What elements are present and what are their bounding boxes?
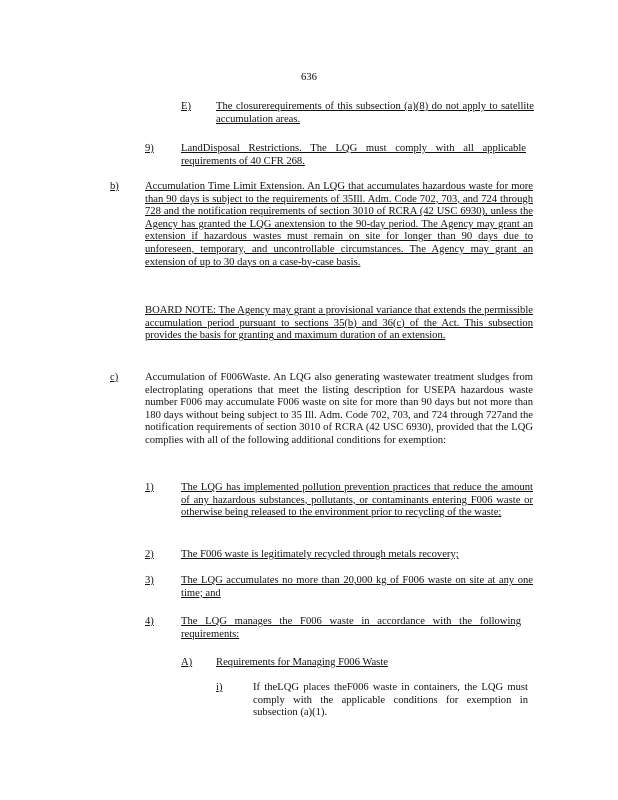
item-label: 2) (145, 549, 154, 560)
item-label: i) (216, 682, 223, 693)
item-label: 3) (145, 575, 154, 586)
item-text: LandDisposal Restrictions. The LQG must comply with all applicable requirements of 40 CFR 268. (181, 143, 526, 167)
board-note-text: BOARD NOTE: The Agency may grant a provisional variance that extends the permissible accumulation period pursuant to sections 35(b) and 36(c) of the Act. This subsection provides the basis for granting and maximum duration of an extension. (145, 305, 533, 342)
item-text: The closurerequirements of this subsection (a)(8) do not apply to satellite accumulation areas. (216, 101, 534, 125)
item-text: The F006 waste is legitimately recycled through metals recovery; (181, 549, 459, 560)
item-text: The LQG accumulates no more than 20,000 kg of F006 waste on site at any one time; and (181, 575, 533, 599)
item-label: 1) (145, 482, 154, 493)
item-text: Accumulation of F006Waste. An LQG also generating wastewater treatment sludges from electroplating operations that meet the listing description for USEPA hazardous waste number F006 may accumulate F006 waste on site for more than 90 days but not more than 180 days without being subject to 35 Ill. Adm. Code 702, 703, and 724 through 727and the notification requirements of section 3010 of RCRA (42 USC 6930), provided that the LQG complies with all of the following additional conditions for exemption: (145, 372, 533, 446)
item-text: The LQG manages the F006 waste in accordance with the following requirements: (181, 616, 521, 640)
item-label: b) (110, 181, 119, 192)
item-label: 9) (145, 143, 154, 154)
page-number: 636 (301, 72, 317, 83)
item-text: If theLQG places theF006 waste in containers, the LQG must comply with the applicable conditions for exemption in subsection (a)(1). (253, 682, 528, 719)
item-text: Accumulation Time Limit Extension. An LQG that accumulates hazardous waste for more than 90 days is subject to the requirements of 35Ill. Adm. Code 702, 703, and 724 through 728 and the notification requirements of section 3010 of RCRA (42 USC 6930), unless the Agency has granted the LQG anextension to the 90-day period. The Agency may grant an extension if hazardous wastes must remain on site for longer than 90 days due to unforeseen, temporary, and uncontrollable circumstances. The Agency may grant an extension of up to 30 days on a case-by-case basis. (145, 181, 533, 268)
item-text: Requirements for Managing F006 Waste (216, 657, 388, 668)
item-label: A) (181, 657, 193, 668)
item-label: c) (110, 372, 119, 383)
item-text: The LQG has implemented pollution prevention practices that reduce the amount of any hazardous substances, pollutants, or contaminants entering F006 waste or otherwise being released to the environment prior to recycling of the waste; (181, 482, 533, 519)
item-label: E) (181, 101, 191, 112)
item-label: 4) (145, 616, 154, 627)
